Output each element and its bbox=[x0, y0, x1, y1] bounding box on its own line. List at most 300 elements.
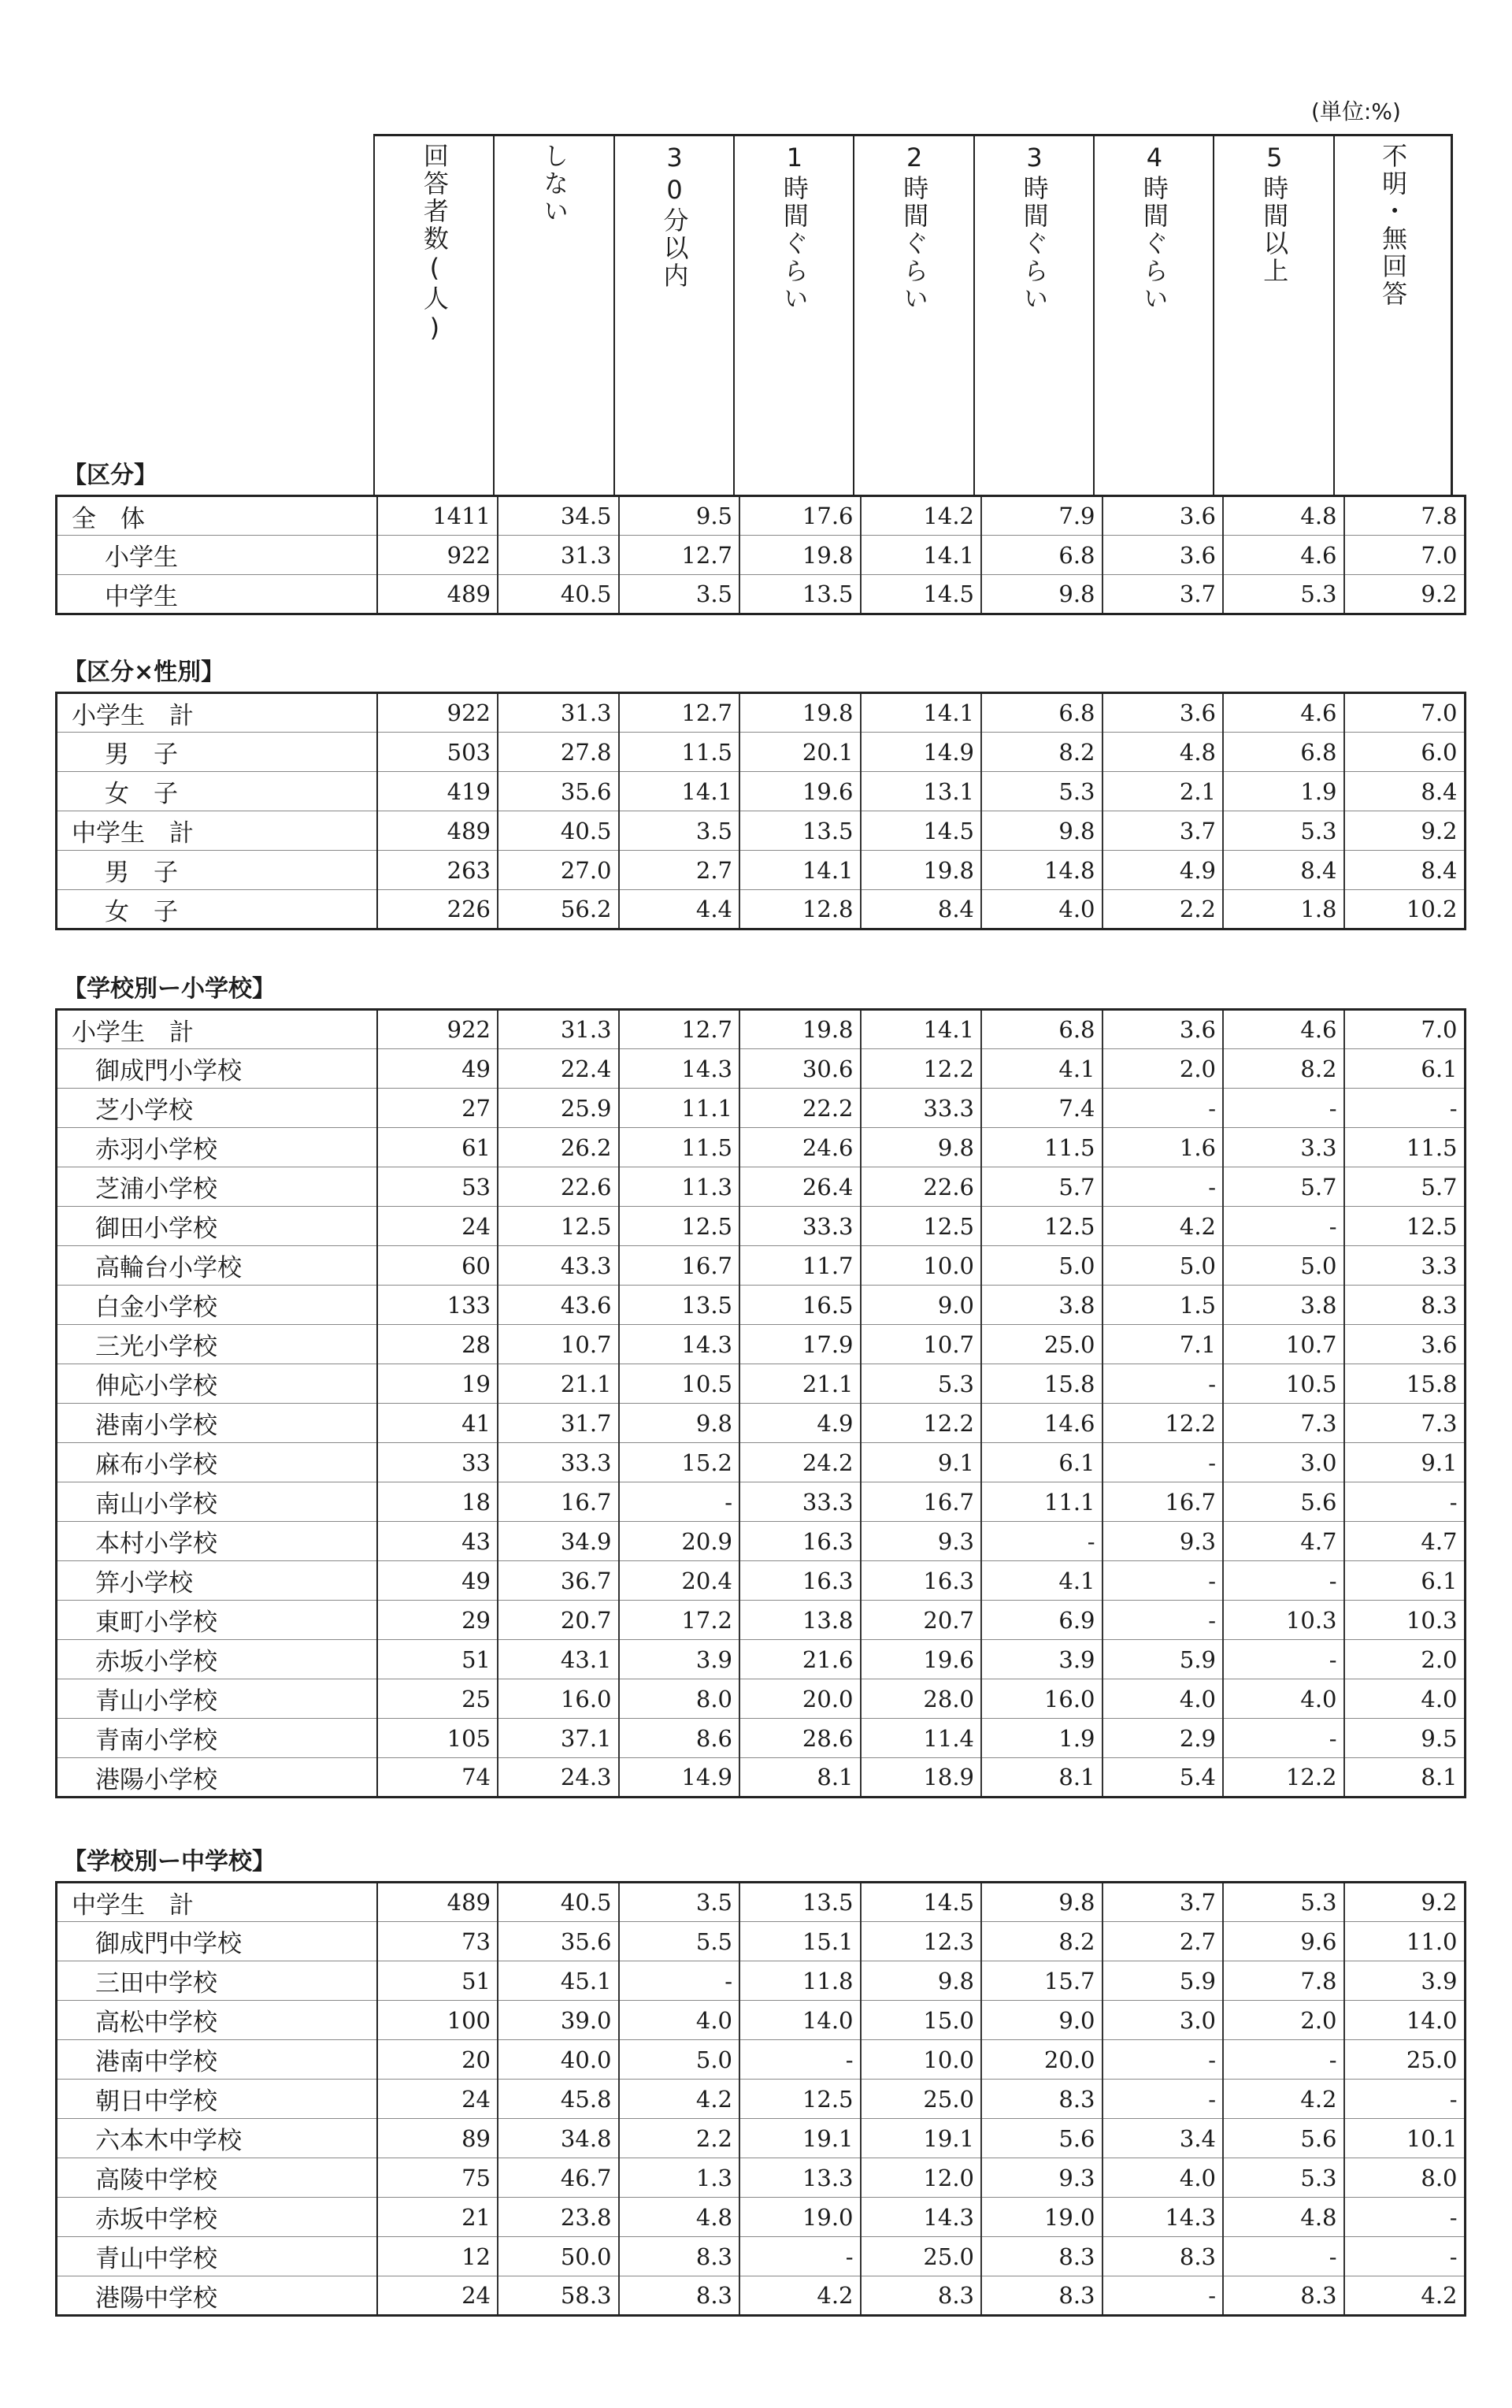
respondent-count-cell: 489 bbox=[377, 811, 498, 851]
percent-cell: 20.7 bbox=[498, 1601, 619, 1640]
percent-cell: 12.5 bbox=[861, 1207, 982, 1246]
percent-cell: 5.7 bbox=[1223, 1167, 1344, 1207]
row-label: 港陽小学校 bbox=[57, 1758, 377, 1798]
percent-cell: 20.0 bbox=[739, 1679, 861, 1719]
column-header-row bbox=[55, 134, 1453, 495]
percent-cell: 4.6 bbox=[1223, 536, 1344, 575]
percent-cell: 31.3 bbox=[498, 536, 619, 575]
percent-cell: 15.8 bbox=[981, 1364, 1102, 1404]
respondent-count-cell: 43 bbox=[377, 1522, 498, 1561]
percent-cell: 6.8 bbox=[981, 536, 1102, 575]
percent-cell: - bbox=[1102, 2276, 1224, 2316]
percent-cell: 11.3 bbox=[619, 1167, 740, 1207]
table-row bbox=[57, 1640, 1466, 1679]
percent-cell: 16.7 bbox=[498, 1482, 619, 1522]
percent-cell: 4.0 bbox=[981, 890, 1102, 929]
row-label: 中学生 bbox=[57, 575, 377, 614]
row-label: 三田中学校 bbox=[57, 1961, 377, 2001]
percent-cell: 3.6 bbox=[1344, 1325, 1466, 1364]
row-label: 朝日中学校 bbox=[57, 2080, 377, 2119]
percent-cell: 5.4 bbox=[1102, 1758, 1224, 1798]
percent-cell: 2.0 bbox=[1344, 1640, 1466, 1679]
percent-cell: 4.0 bbox=[1344, 1679, 1466, 1719]
percent-cell: 28.6 bbox=[739, 1719, 861, 1758]
percent-cell: 12.2 bbox=[861, 1049, 982, 1089]
percent-cell: 4.0 bbox=[1102, 2158, 1224, 2198]
col-header-text: 5時間以上 bbox=[1259, 143, 1290, 285]
table-row bbox=[57, 1364, 1466, 1404]
percent-cell: 9.1 bbox=[861, 1443, 982, 1482]
percent-cell: 16.7 bbox=[1102, 1482, 1224, 1522]
row-label: 高輪台小学校 bbox=[57, 1246, 377, 1286]
percent-cell: 4.4 bbox=[619, 890, 740, 929]
row-label: 小学生 bbox=[57, 536, 377, 575]
percent-cell: 45.1 bbox=[498, 1961, 619, 2001]
percent-cell: 9.8 bbox=[861, 1128, 982, 1167]
percent-cell: 14.5 bbox=[861, 1883, 982, 1922]
respondent-count-cell: 61 bbox=[377, 1128, 498, 1167]
percent-cell: 4.2 bbox=[739, 2276, 861, 2316]
row-label: 女 子 bbox=[57, 772, 377, 811]
percent-cell: 12.2 bbox=[861, 1404, 982, 1443]
percent-cell: 8.0 bbox=[1344, 2158, 1466, 2198]
respondent-count-cell: 19 bbox=[377, 1364, 498, 1404]
percent-cell: 7.4 bbox=[981, 1089, 1102, 1128]
percent-cell: 25.0 bbox=[981, 1325, 1102, 1364]
section-title-gender: 【区分×性別】 bbox=[63, 659, 225, 686]
row-label: 全 体 bbox=[57, 496, 377, 536]
percent-cell: 15.0 bbox=[861, 2001, 982, 2040]
percent-cell: 12.7 bbox=[619, 1010, 740, 1049]
percent-cell: 3.0 bbox=[1102, 2001, 1224, 2040]
percent-cell: 8.1 bbox=[1344, 1758, 1466, 1798]
percent-cell: 9.3 bbox=[1102, 1522, 1224, 1561]
respondent-count-cell: 74 bbox=[377, 1758, 498, 1798]
respondent-count-cell: 24 bbox=[377, 2080, 498, 2119]
percent-cell: 28.0 bbox=[861, 1679, 982, 1719]
percent-cell: - bbox=[1223, 1207, 1344, 1246]
percent-cell: 6.8 bbox=[981, 693, 1102, 733]
respondent-count-cell: 226 bbox=[377, 890, 498, 929]
row-label: 青南小学校 bbox=[57, 1719, 377, 1758]
row-label: 麻布小学校 bbox=[57, 1443, 377, 1482]
percent-cell: 35.6 bbox=[498, 772, 619, 811]
percent-cell: 17.9 bbox=[739, 1325, 861, 1364]
percent-cell: 19.1 bbox=[861, 2119, 982, 2158]
respondent-count-cell: 60 bbox=[377, 1246, 498, 1286]
percent-cell: 11.5 bbox=[1344, 1128, 1466, 1167]
percent-cell: 14.1 bbox=[861, 536, 982, 575]
percent-cell: 9.6 bbox=[1223, 1922, 1344, 1961]
respondent-count-cell: 18 bbox=[377, 1482, 498, 1522]
respondent-count-cell: 28 bbox=[377, 1325, 498, 1364]
percent-cell: 5.3 bbox=[1223, 1883, 1344, 1922]
percent-cell: 33.3 bbox=[739, 1207, 861, 1246]
row-label: 六本木中学校 bbox=[57, 2119, 377, 2158]
percent-cell: 3.5 bbox=[619, 1883, 740, 1922]
respondent-count-cell: 51 bbox=[377, 1961, 498, 2001]
percent-cell: 5.0 bbox=[1223, 1246, 1344, 1286]
col-header-5h-plus bbox=[1213, 134, 1332, 495]
percent-cell: 45.8 bbox=[498, 2080, 619, 2119]
respondent-count-cell: 922 bbox=[377, 1010, 498, 1049]
percent-cell: 12.3 bbox=[861, 1922, 982, 1961]
col-header-30min bbox=[613, 134, 733, 495]
percent-cell: 30.6 bbox=[739, 1049, 861, 1089]
percent-cell: 14.1 bbox=[861, 1010, 982, 1049]
percent-cell: 10.5 bbox=[1223, 1364, 1344, 1404]
percent-cell: 14.3 bbox=[861, 2198, 982, 2237]
percent-cell: 4.8 bbox=[619, 2198, 740, 2237]
percent-cell: 8.4 bbox=[1344, 851, 1466, 890]
row-label: 港南小学校 bbox=[57, 1404, 377, 1443]
percent-cell: 9.2 bbox=[1344, 811, 1466, 851]
percent-cell: 5.3 bbox=[861, 1364, 982, 1404]
row-label: 男 子 bbox=[57, 733, 377, 772]
percent-cell: 40.5 bbox=[498, 575, 619, 614]
percent-cell: 8.3 bbox=[981, 2276, 1102, 2316]
row-label: 御田小学校 bbox=[57, 1207, 377, 1246]
row-label: 高陵中学校 bbox=[57, 2158, 377, 2198]
percent-cell: 14.0 bbox=[739, 2001, 861, 2040]
respondent-count-cell: 1411 bbox=[377, 496, 498, 536]
percent-cell: 5.9 bbox=[1102, 1640, 1224, 1679]
col-header-4h bbox=[1093, 134, 1213, 495]
percent-cell: 7.8 bbox=[1344, 496, 1466, 536]
percent-cell: 31.3 bbox=[498, 1010, 619, 1049]
percent-cell: 4.7 bbox=[1344, 1522, 1466, 1561]
row-label: 笄小学校 bbox=[57, 1561, 377, 1601]
percent-cell: 8.2 bbox=[981, 1922, 1102, 1961]
percent-cell: 7.0 bbox=[1344, 1010, 1466, 1049]
col-header-text: 2時間ぐらい bbox=[899, 143, 930, 313]
percent-cell: 16.0 bbox=[981, 1679, 1102, 1719]
percent-cell: - bbox=[1223, 1561, 1344, 1601]
row-label: 女 子 bbox=[57, 890, 377, 929]
percent-cell: 43.3 bbox=[498, 1246, 619, 1286]
percent-cell: 4.2 bbox=[1102, 1207, 1224, 1246]
percent-cell: 16.0 bbox=[498, 1679, 619, 1719]
table-row bbox=[57, 890, 1466, 929]
respondent-count-cell: 49 bbox=[377, 1561, 498, 1601]
percent-cell: 5.0 bbox=[1102, 1246, 1224, 1286]
percent-cell: 19.6 bbox=[739, 772, 861, 811]
percent-cell: 25.0 bbox=[861, 2237, 982, 2276]
percent-cell: 16.7 bbox=[619, 1246, 740, 1286]
percent-cell: 8.4 bbox=[1344, 772, 1466, 811]
percent-cell: - bbox=[1102, 2040, 1224, 2080]
section-title-kubun: 【区分】 bbox=[63, 462, 158, 489]
respondent-count-cell: 20 bbox=[377, 2040, 498, 2080]
col-header-unknown bbox=[1333, 134, 1453, 495]
percent-cell: 3.9 bbox=[619, 1640, 740, 1679]
percent-cell: - bbox=[1102, 2080, 1224, 2119]
percent-cell: 25.0 bbox=[1344, 2040, 1466, 2080]
percent-cell: 15.7 bbox=[981, 1961, 1102, 2001]
row-label: 赤坂中学校 bbox=[57, 2198, 377, 2237]
table-row bbox=[57, 1207, 1466, 1246]
percent-cell: 8.3 bbox=[981, 2080, 1102, 2119]
percent-cell: - bbox=[1223, 1640, 1344, 1679]
percent-cell: 31.3 bbox=[498, 693, 619, 733]
percent-cell: 4.0 bbox=[619, 2001, 740, 2040]
percent-cell: 40.0 bbox=[498, 2040, 619, 2080]
percent-cell: 12.7 bbox=[619, 693, 740, 733]
percent-cell: 13.5 bbox=[739, 811, 861, 851]
percent-cell: 11.7 bbox=[739, 1246, 861, 1286]
respondent-count-cell: 49 bbox=[377, 1049, 498, 1089]
section-title-elementary: 【学校別ー小学校】 bbox=[63, 975, 276, 1003]
row-label: 伸応小学校 bbox=[57, 1364, 377, 1404]
percent-cell: 31.7 bbox=[498, 1404, 619, 1443]
percent-cell: 12.2 bbox=[1102, 1404, 1224, 1443]
respondent-count-cell: 89 bbox=[377, 2119, 498, 2158]
percent-cell: 14.3 bbox=[1102, 2198, 1224, 2237]
percent-cell: - bbox=[1223, 2040, 1344, 2080]
percent-cell: 17.6 bbox=[739, 496, 861, 536]
percent-cell: 13.5 bbox=[739, 575, 861, 614]
table-row bbox=[57, 1482, 1466, 1522]
percent-cell: 9.3 bbox=[861, 1522, 982, 1561]
percent-cell: 22.4 bbox=[498, 1049, 619, 1089]
percent-cell: 4.1 bbox=[981, 1561, 1102, 1601]
percent-cell: 6.1 bbox=[981, 1443, 1102, 1482]
table-row bbox=[57, 2040, 1466, 2080]
percent-cell: 8.3 bbox=[1102, 2237, 1224, 2276]
percent-cell: 40.5 bbox=[498, 1883, 619, 1922]
percent-cell: 33.3 bbox=[739, 1482, 861, 1522]
percent-cell: 12.5 bbox=[619, 1207, 740, 1246]
row-label: 本村小学校 bbox=[57, 1522, 377, 1561]
table-row bbox=[57, 1961, 1466, 2001]
percent-cell: 11.5 bbox=[981, 1128, 1102, 1167]
percent-cell: 4.1 bbox=[981, 1049, 1102, 1089]
percent-cell: 16.3 bbox=[739, 1522, 861, 1561]
percent-cell: - bbox=[1102, 1089, 1224, 1128]
percent-cell: 14.3 bbox=[619, 1049, 740, 1089]
row-label: 男 子 bbox=[57, 851, 377, 890]
percent-cell: 9.5 bbox=[1344, 1719, 1466, 1758]
row-label: 高松中学校 bbox=[57, 2001, 377, 2040]
percent-cell: 20.1 bbox=[739, 733, 861, 772]
percent-cell: 22.2 bbox=[739, 1089, 861, 1128]
percent-cell: 4.0 bbox=[1223, 1679, 1344, 1719]
respondent-count-cell: 489 bbox=[377, 1883, 498, 1922]
percent-cell: 3.3 bbox=[1223, 1128, 1344, 1167]
respondent-count-cell: 21 bbox=[377, 2198, 498, 2237]
percent-cell: 5.6 bbox=[1223, 1482, 1344, 1522]
percent-cell: 2.9 bbox=[1102, 1719, 1224, 1758]
percent-cell: 3.6 bbox=[1102, 536, 1224, 575]
row-label: 東町小学校 bbox=[57, 1601, 377, 1640]
respondent-count-cell: 503 bbox=[377, 733, 498, 772]
percent-cell: 12.5 bbox=[498, 1207, 619, 1246]
respondent-count-cell: 133 bbox=[377, 1286, 498, 1325]
percent-cell: 12.0 bbox=[861, 2158, 982, 2198]
percent-cell: 4.9 bbox=[1102, 851, 1224, 890]
table-row bbox=[57, 1601, 1466, 1640]
percent-cell: 10.7 bbox=[498, 1325, 619, 1364]
table-gender bbox=[55, 692, 1466, 930]
percent-cell: 5.3 bbox=[981, 772, 1102, 811]
row-label: 港陽中学校 bbox=[57, 2276, 377, 2316]
percent-cell: 19.8 bbox=[861, 851, 982, 890]
respondent-count-cell: 24 bbox=[377, 1207, 498, 1246]
table-row bbox=[57, 1246, 1466, 1286]
respondent-count-cell: 75 bbox=[377, 2158, 498, 2198]
col-header-2h bbox=[853, 134, 973, 495]
percent-cell: 4.7 bbox=[1223, 1522, 1344, 1561]
percent-cell: 4.0 bbox=[1102, 1679, 1224, 1719]
percent-cell: - bbox=[619, 1482, 740, 1522]
percent-cell: 3.0 bbox=[1223, 1443, 1344, 1482]
percent-cell: - bbox=[1223, 1719, 1344, 1758]
percent-cell: - bbox=[1344, 2237, 1466, 2276]
percent-cell: 20.4 bbox=[619, 1561, 740, 1601]
respondent-count-cell: 41 bbox=[377, 1404, 498, 1443]
percent-cell: 14.5 bbox=[861, 811, 982, 851]
percent-cell: 10.7 bbox=[1223, 1325, 1344, 1364]
percent-cell: 3.3 bbox=[1344, 1246, 1466, 1286]
percent-cell: 13.5 bbox=[739, 1883, 861, 1922]
unit-label: (単位:%) bbox=[1311, 98, 1401, 124]
row-label: 南山小学校 bbox=[57, 1482, 377, 1522]
percent-cell: 3.4 bbox=[1102, 2119, 1224, 2158]
percent-cell: 24.2 bbox=[739, 1443, 861, 1482]
percent-cell: 43.1 bbox=[498, 1640, 619, 1679]
percent-cell: 2.7 bbox=[1102, 1922, 1224, 1961]
table-row bbox=[57, 1758, 1466, 1798]
percent-cell: 4.9 bbox=[739, 1404, 861, 1443]
table-row bbox=[57, 1522, 1466, 1561]
percent-cell: 20.0 bbox=[981, 2040, 1102, 2080]
table-row bbox=[57, 2119, 1466, 2158]
table-row bbox=[57, 1049, 1466, 1089]
percent-cell: 22.6 bbox=[861, 1167, 982, 1207]
table-row bbox=[57, 851, 1466, 890]
percent-cell: - bbox=[739, 2040, 861, 2080]
percent-cell: 11.4 bbox=[861, 1719, 982, 1758]
percent-cell: 16.3 bbox=[861, 1561, 982, 1601]
percent-cell: 14.1 bbox=[861, 693, 982, 733]
percent-cell: 7.8 bbox=[1223, 1961, 1344, 2001]
table-row bbox=[57, 2237, 1466, 2276]
row-label: 小学生 計 bbox=[57, 1010, 377, 1049]
row-label: 御成門中学校 bbox=[57, 1922, 377, 1961]
percent-cell: 13.8 bbox=[739, 1601, 861, 1640]
respondent-count-cell: 12 bbox=[377, 2237, 498, 2276]
percent-cell: 33.3 bbox=[861, 1089, 982, 1128]
percent-cell: 10.5 bbox=[619, 1364, 740, 1404]
respondent-count-cell: 73 bbox=[377, 1922, 498, 1961]
percent-cell: 13.5 bbox=[619, 1286, 740, 1325]
percent-cell: 7.9 bbox=[981, 496, 1102, 536]
percent-cell: 3.8 bbox=[981, 1286, 1102, 1325]
percent-cell: 3.7 bbox=[1102, 575, 1224, 614]
percent-cell: 11.1 bbox=[619, 1089, 740, 1128]
percent-cell: 4.2 bbox=[1344, 2276, 1466, 2316]
table-row bbox=[57, 693, 1466, 733]
table-row bbox=[57, 575, 1466, 614]
percent-cell: 5.3 bbox=[1223, 575, 1344, 614]
percent-cell: 4.8 bbox=[1102, 733, 1224, 772]
percent-cell: - bbox=[1102, 1561, 1224, 1601]
percent-cell: 2.7 bbox=[619, 851, 740, 890]
percent-cell: 14.0 bbox=[1344, 2001, 1466, 2040]
percent-cell: 3.8 bbox=[1223, 1286, 1344, 1325]
percent-cell: 8.3 bbox=[861, 2276, 982, 2316]
percent-cell: 10.3 bbox=[1344, 1601, 1466, 1640]
percent-cell: 25.0 bbox=[861, 2080, 982, 2119]
percent-cell: 5.6 bbox=[1223, 2119, 1344, 2158]
percent-cell: 24.6 bbox=[739, 1128, 861, 1167]
respondent-count-cell: 263 bbox=[377, 851, 498, 890]
table-row bbox=[57, 1922, 1466, 1961]
percent-cell: 5.7 bbox=[1344, 1167, 1466, 1207]
percent-cell: 6.0 bbox=[1344, 733, 1466, 772]
percent-cell: 26.2 bbox=[498, 1128, 619, 1167]
percent-cell: 6.9 bbox=[981, 1601, 1102, 1640]
percent-cell: 9.3 bbox=[981, 2158, 1102, 2198]
percent-cell: - bbox=[1223, 2237, 1344, 2276]
table-junior-high bbox=[55, 1881, 1466, 2317]
percent-cell: 12.7 bbox=[619, 536, 740, 575]
percent-cell: 8.3 bbox=[981, 2237, 1102, 2276]
table-row bbox=[57, 733, 1466, 772]
percent-cell: 15.2 bbox=[619, 1443, 740, 1482]
respondent-count-cell: 25 bbox=[377, 1679, 498, 1719]
percent-cell: 1.3 bbox=[619, 2158, 740, 2198]
percent-cell: 3.6 bbox=[1102, 496, 1224, 536]
percent-cell: 16.3 bbox=[739, 1561, 861, 1601]
percent-cell: 26.4 bbox=[739, 1167, 861, 1207]
respondent-count-cell: 51 bbox=[377, 1640, 498, 1679]
percent-cell: 19.8 bbox=[739, 536, 861, 575]
percent-cell: 3.9 bbox=[1344, 1961, 1466, 2001]
percent-cell: 34.9 bbox=[498, 1522, 619, 1561]
table-row bbox=[57, 1443, 1466, 1482]
table-row bbox=[57, 1325, 1466, 1364]
respondent-count-cell: 27 bbox=[377, 1089, 498, 1128]
percent-cell: 18.9 bbox=[861, 1758, 982, 1798]
percent-cell: 19.0 bbox=[739, 2198, 861, 2237]
percent-cell: 2.2 bbox=[1102, 890, 1224, 929]
percent-cell: 3.5 bbox=[619, 811, 740, 851]
percent-cell: 6.8 bbox=[981, 1010, 1102, 1049]
percent-cell: 14.3 bbox=[619, 1325, 740, 1364]
percent-cell: 14.6 bbox=[981, 1404, 1102, 1443]
percent-cell: 19.0 bbox=[981, 2198, 1102, 2237]
percent-cell: 25.9 bbox=[498, 1089, 619, 1128]
percent-cell: 36.7 bbox=[498, 1561, 619, 1601]
percent-cell: 43.6 bbox=[498, 1286, 619, 1325]
col-header-1h bbox=[733, 134, 853, 495]
percent-cell: 14.1 bbox=[619, 772, 740, 811]
table-kubun bbox=[55, 495, 1466, 615]
percent-cell: 37.1 bbox=[498, 1719, 619, 1758]
percent-cell: 1.9 bbox=[981, 1719, 1102, 1758]
percent-cell: 11.5 bbox=[619, 1128, 740, 1167]
percent-cell: 24.3 bbox=[498, 1758, 619, 1798]
row-label: 赤羽小学校 bbox=[57, 1128, 377, 1167]
percent-cell: 11.8 bbox=[739, 1961, 861, 2001]
percent-cell: 3.6 bbox=[1102, 693, 1224, 733]
table-row bbox=[57, 772, 1466, 811]
row-label: 青山中学校 bbox=[57, 2237, 377, 2276]
percent-cell: 5.0 bbox=[619, 2040, 740, 2080]
percent-cell: 4.2 bbox=[619, 2080, 740, 2119]
percent-cell: 14.8 bbox=[981, 851, 1102, 890]
